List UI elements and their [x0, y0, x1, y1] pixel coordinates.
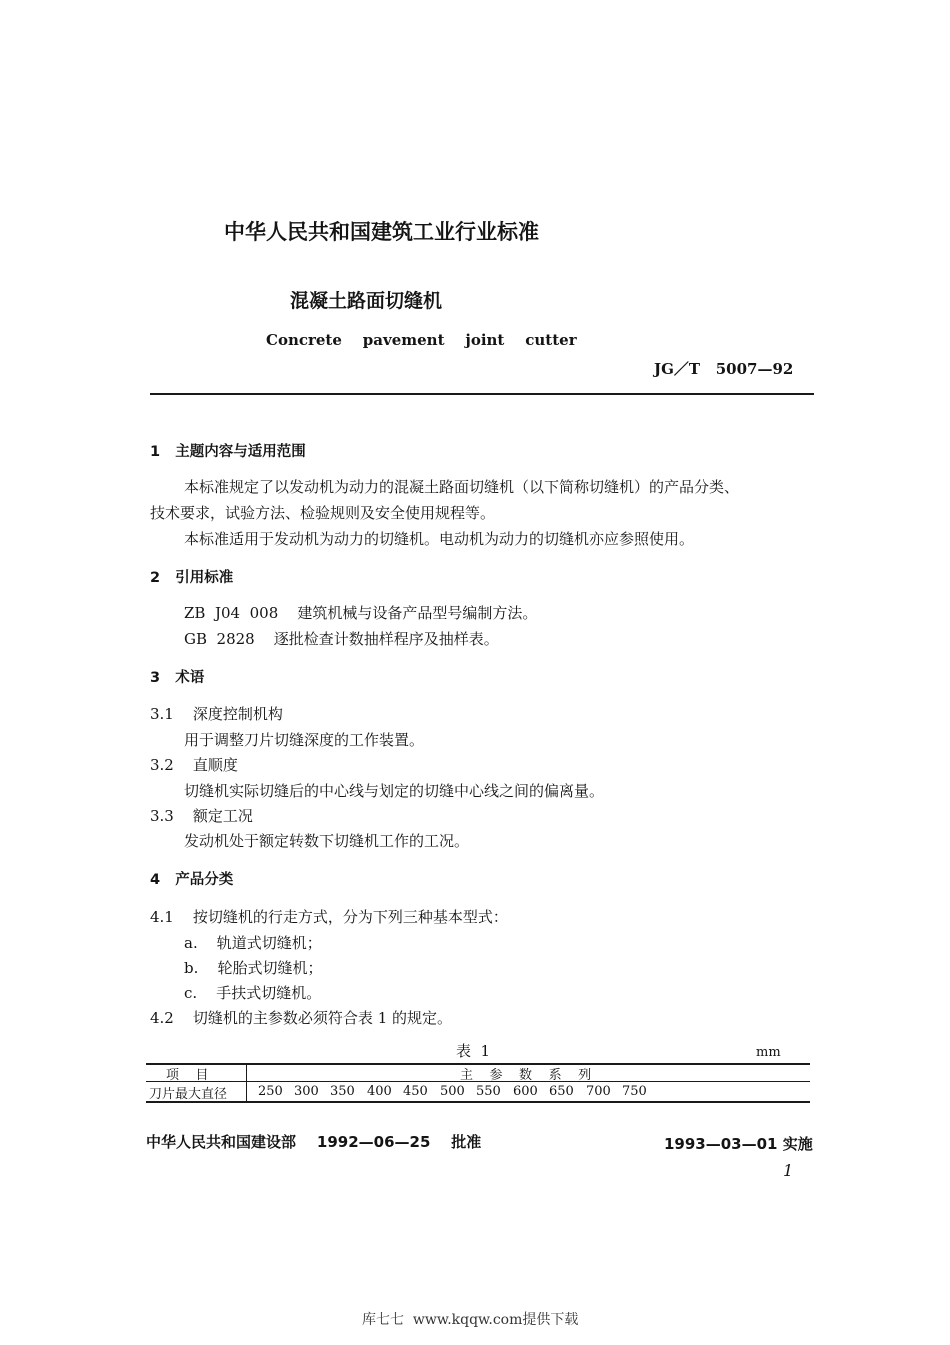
term-3-2-definition: 切缝机实际切缝后的中心线与划定的切缝中心线之间的偏离量。 — [184, 782, 605, 800]
section-1-paragraph-1-line-1: 本标准规定了以发动机为动力的混凝土路面切缝机（以下简称切缝机）的产品分类、 — [184, 478, 740, 496]
table-value-550: 550 — [476, 1084, 501, 1099]
table-value-500: 500 — [440, 1084, 465, 1099]
document-title-cn: 混凝土路面切缝机 — [290, 290, 443, 312]
table-value-600: 600 — [513, 1084, 538, 1099]
list-item-a: a. 轨道式切缝机； — [184, 934, 322, 952]
org-title: 中华人民共和国建筑工业行业标准 — [224, 220, 539, 244]
list-item-b: b. 轮胎式切缝机； — [184, 959, 323, 977]
table-row-label: 刀片最大直径 — [149, 1087, 228, 1102]
list-item-c: c. 手扶式切缝机。 — [184, 984, 322, 1002]
standard-number: JG／T 5007—92 — [654, 360, 794, 378]
clause-4-1: 4.1 按切缝机的行走方式，分为下列三种基本型式： — [150, 908, 508, 926]
term-3-1-label: 3.1 深度控制机构 — [150, 705, 283, 723]
table-header-params: 主 参 数 系 列 — [460, 1068, 592, 1083]
table-value-400: 400 — [367, 1084, 392, 1099]
reference-zb-j04-008: ZB J04 008 建筑机械与设备产品型号编制方法。 — [184, 604, 538, 622]
term-3-3-label: 3.3 额定工况 — [150, 807, 253, 825]
page-number: 1 — [783, 1161, 794, 1180]
table-value-300: 300 — [294, 1084, 319, 1099]
table-value-350: 350 — [330, 1084, 355, 1099]
table-1-unit: mm — [756, 1045, 781, 1060]
section-4-heading: 4 产品分类 — [150, 872, 234, 888]
table-column-divider — [246, 1063, 247, 1102]
table-value-700: 700 — [586, 1084, 611, 1099]
table-value-250: 250 — [258, 1084, 283, 1099]
reference-gb-2828: GB 2828 逐批检查计数抽样程序及抽样表。 — [184, 630, 499, 648]
effective-date: 1993—03—01 实施 — [664, 1135, 813, 1153]
term-3-1-definition: 用于调整刀片切缝深度的工作装置。 — [184, 731, 425, 749]
term-3-3-definition: 发动机处于额定转数下切缝机工作的工况。 — [184, 832, 470, 850]
download-watermark: 库七七 www.kqqw.com提供下载 — [362, 1312, 579, 1328]
term-3-2-label: 3.2 直顺度 — [150, 756, 238, 774]
table-value-750: 750 — [622, 1084, 647, 1099]
section-1-heading: 1 主题内容与适用范围 — [150, 444, 306, 460]
issuing-authority: 中华人民共和国建设部 1992—06—25 批准 — [146, 1133, 482, 1151]
section-1-paragraph-1-line-2: 技术要求，试验方法、检验规则及安全使用规程等。 — [150, 504, 496, 522]
table-1-caption: 表 1 — [456, 1042, 491, 1060]
section-2-heading: 2 引用标准 — [150, 570, 234, 586]
table-value-650: 650 — [549, 1084, 574, 1099]
document-title-en: Concrete pavement joint cutter — [266, 331, 577, 349]
header-divider — [150, 393, 814, 395]
clause-4-2: 4.2 切缝机的主参数必须符合表 1 的规定。 — [150, 1009, 453, 1027]
table-header-item: 项 目 — [166, 1068, 209, 1083]
table-value-450: 450 — [403, 1084, 428, 1099]
section-3-heading: 3 术语 — [150, 670, 205, 686]
section-1-paragraph-2: 本标准适用于发动机为动力的切缝机。电动机为动力的切缝机亦应参照使用。 — [184, 530, 695, 548]
